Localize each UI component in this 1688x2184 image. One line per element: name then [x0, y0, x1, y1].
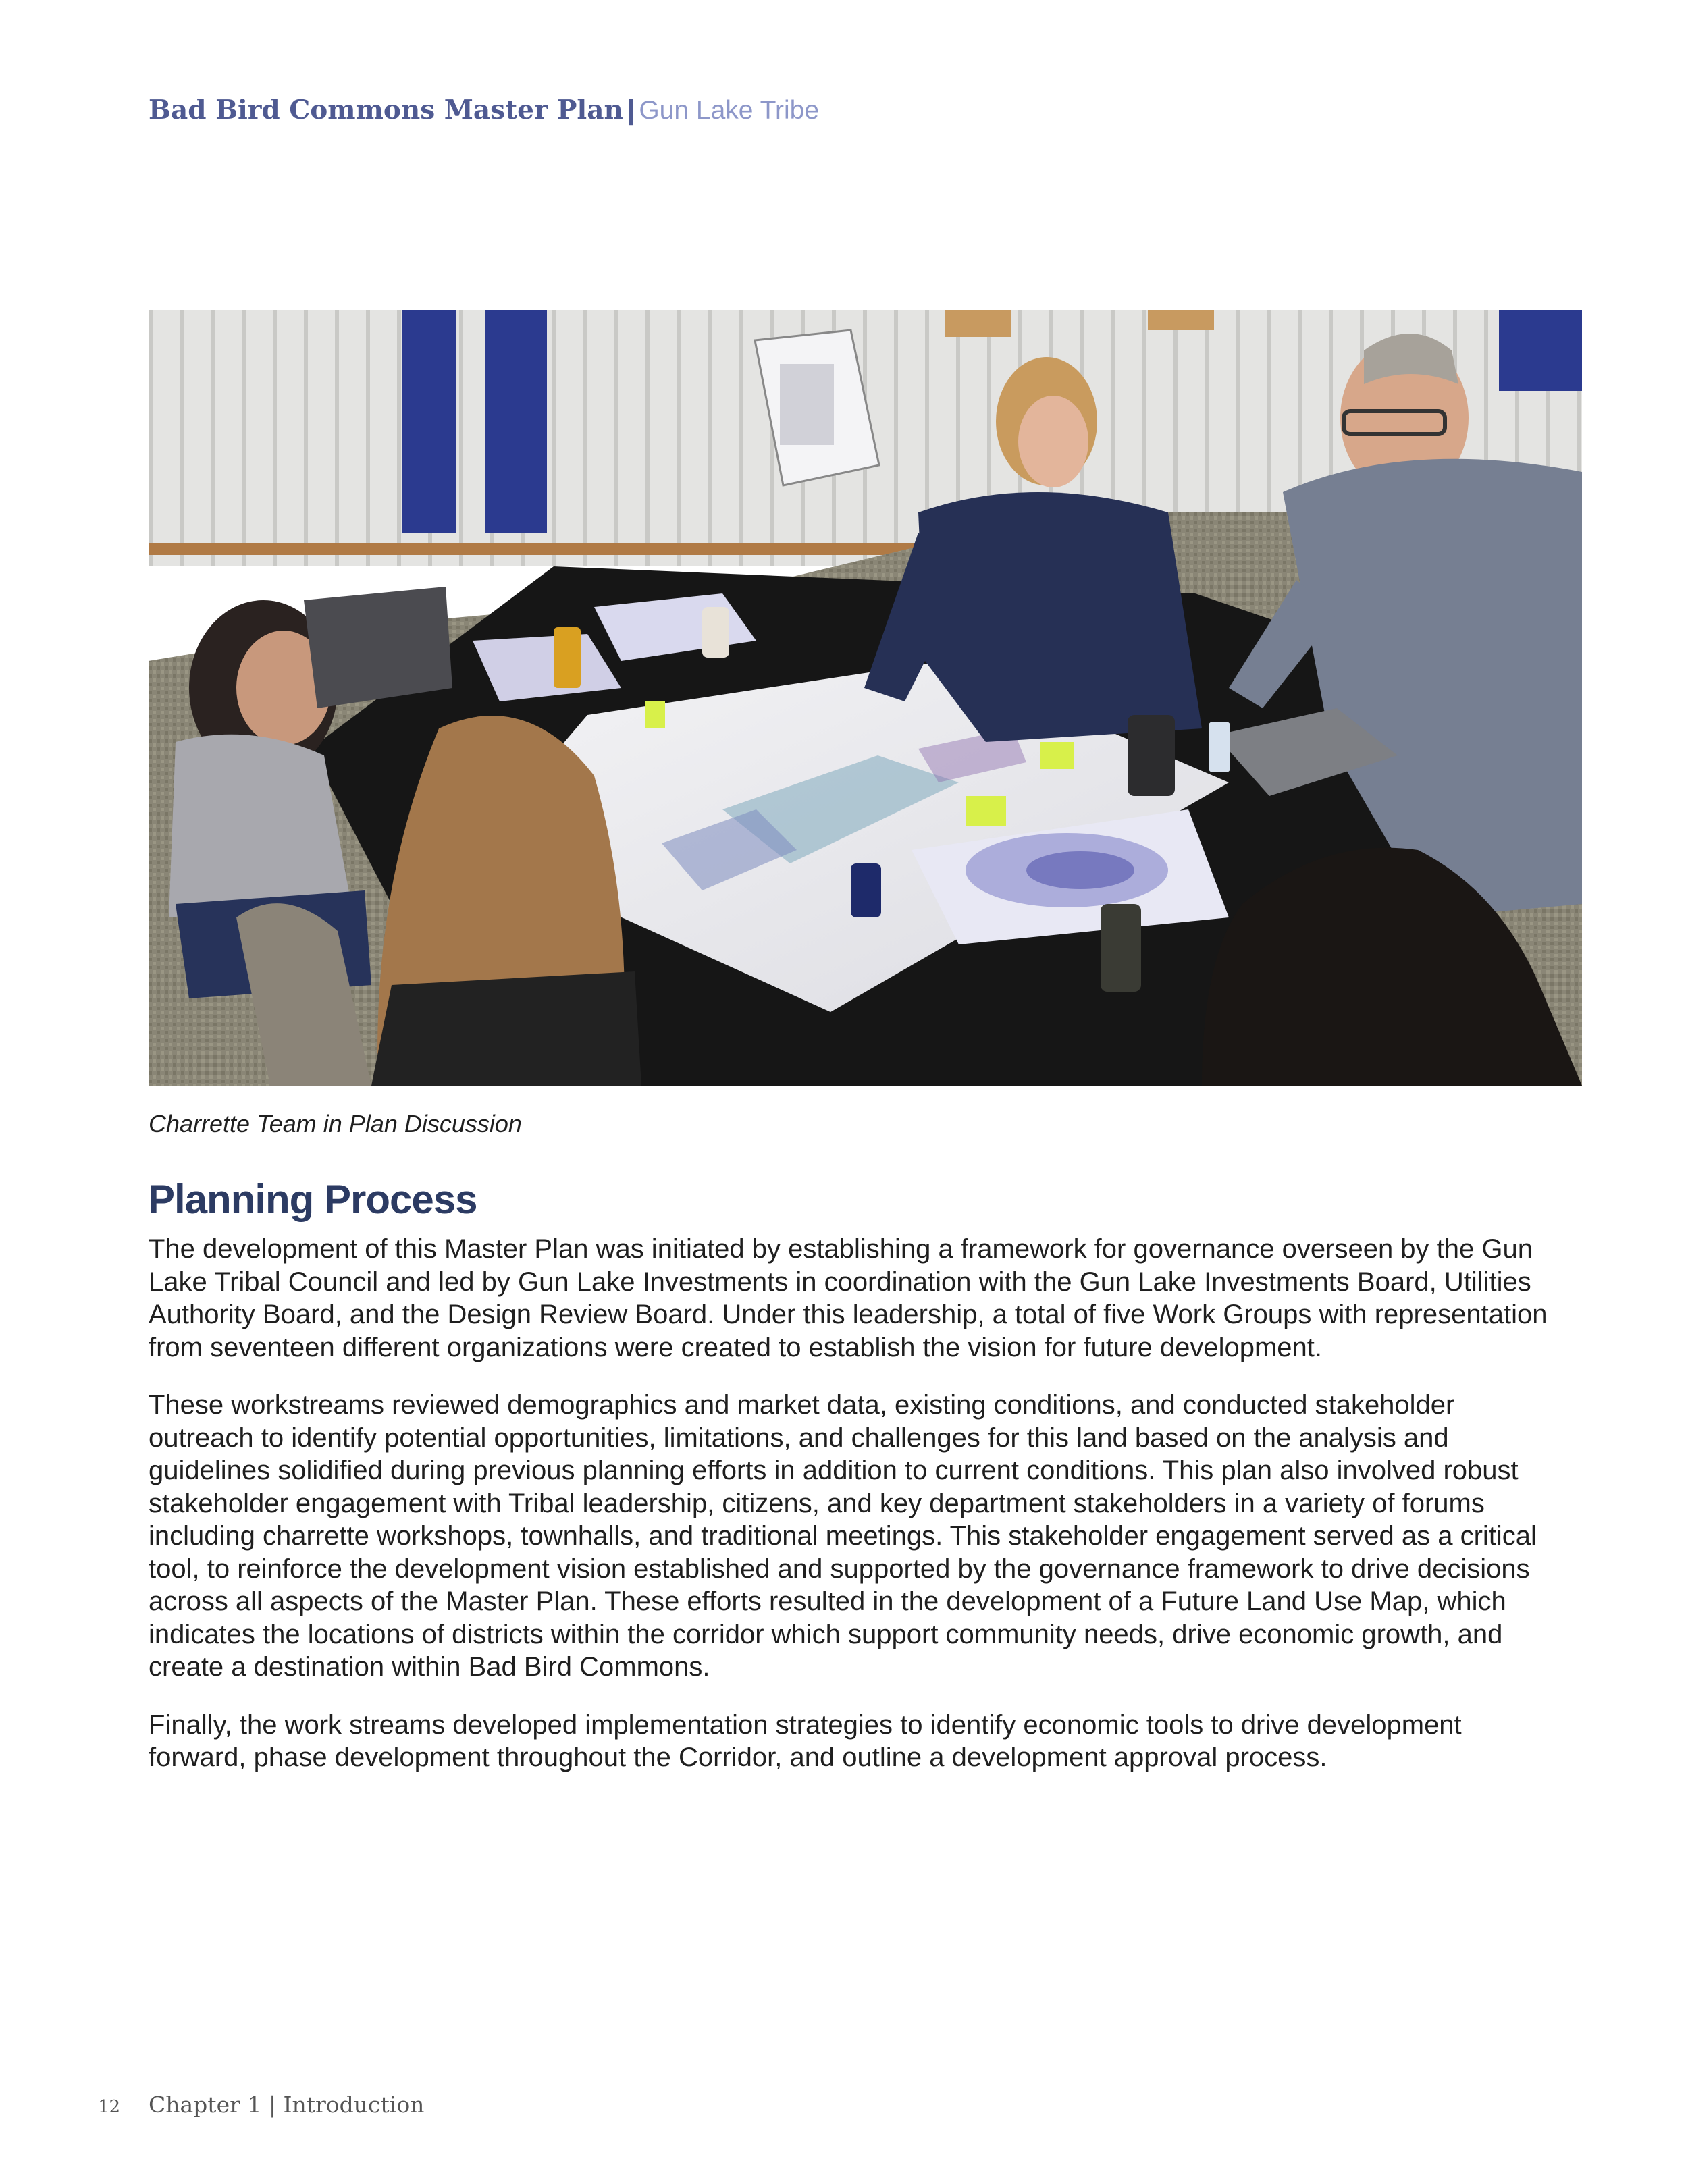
- paragraph: The development of this Master Plan was initiated by establishing a framework for governance overseen by the Gun Lake Tribal Council and led by Gun Lake Investments in coordination with the Gun Lake Investments Board, Utilities Authority Board, and the Design Review Board. Under this leadership, a total of five Work Groups with representation from seventeen different organizations were created to establish the vision for future development.: [149, 1234, 1548, 1362]
- running-header: [149, 93, 819, 127]
- document-title: Bad Bird Commons Master Plan: [149, 95, 623, 126]
- chapter-label: Chapter 1 | Introduction: [149, 2092, 425, 2118]
- section-body: [149, 1233, 1560, 1799]
- section-heading: Planning Process: [148, 1177, 477, 1222]
- document-subtitle: Gun Lake Tribe: [639, 96, 820, 125]
- paragraph: Finally, the work streams developed implementation strategies to identify economic tools to drive development forward, phase development throughout the Corridor, and outline a development approval process.: [149, 1709, 1462, 1772]
- page-number: 12: [98, 2097, 121, 2117]
- photo-caption: Charrette Team in Plan Discussion: [149, 1110, 522, 1138]
- header-separator: |: [627, 94, 635, 125]
- charrette-photo: [149, 310, 1582, 1086]
- paragraph: These workstreams reviewed demographics and market data, existing conditions, and conducted stakeholder outreach to identify potential opportunities, limitations, and challenges for this land based on the analysis and guidelines solidified during previous planning efforts in addition to current conditions. This plan also involved robust stakeholder engagement with Tribal leadership, citizens, and key department stakeholders in a variety of forums including charrette workshops, townhalls, and traditional meetings. This stakeholder engagement served as a critical tool, to reinforce the development vision established and supported by the governance framework to drive decisions across all aspects of the Master Plan. These efforts resulted in the development of a Future Land Use Map, which indicates the locations of districts within the corridor which support community needs, drive economic growth, and create a destination within Bad Bird Commons.: [149, 1390, 1537, 1682]
